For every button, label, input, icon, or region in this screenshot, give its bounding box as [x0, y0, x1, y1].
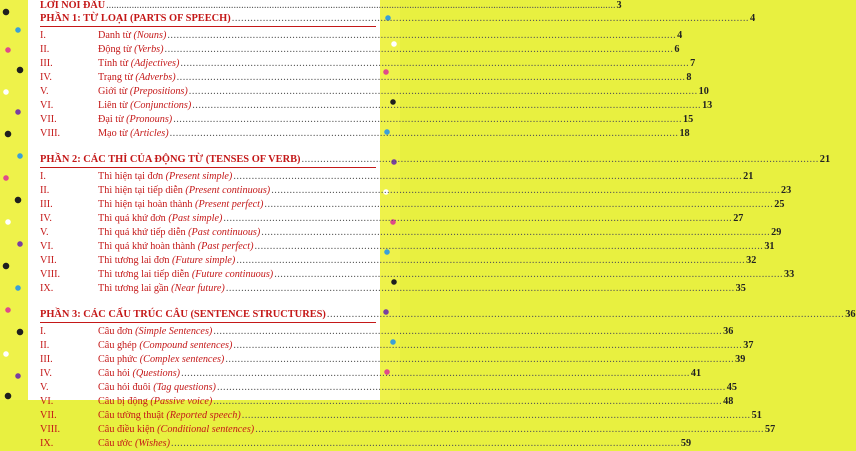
entry-title-en: (Passive voice): [150, 396, 213, 407]
entry-number: III.: [40, 354, 53, 365]
entry-number: III.: [40, 199, 53, 210]
toc-content: [40, 0, 856, 451]
entry-title-vn: Câu hỏi: [98, 368, 133, 379]
entry-number: IV.: [40, 213, 52, 224]
section-underline: [40, 322, 376, 323]
intro-page: 3: [616, 0, 622, 11]
entry-number: V.: [40, 382, 49, 393]
entry-title-en: (Articles): [130, 128, 169, 139]
dot-leader: [233, 339, 742, 353]
entry-page: 41: [690, 368, 702, 379]
entry-title-en: (Past continuous): [188, 227, 261, 238]
dot-leader: [225, 353, 734, 367]
section-title: PHẦN 2: CÁC THÌ CỦA ĐỘNG TỪ (TENSES OF VERB): [40, 154, 301, 165]
entry-title: [98, 226, 260, 240]
entry-page: 57: [765, 424, 776, 435]
toc-entry[interactable]: [40, 254, 757, 268]
dot-leader: [170, 127, 679, 141]
entry-page: 32: [746, 255, 757, 266]
entry-title-en: (Reported speech): [166, 410, 241, 421]
section-page: 21: [819, 154, 831, 165]
entry-page: 39: [735, 354, 746, 365]
dot-leader: [261, 226, 770, 240]
section-gap: [40, 141, 376, 153]
entry-number: VIII.: [40, 269, 61, 280]
entry-title: [98, 29, 166, 43]
entry-title-en: (Tag questions): [153, 382, 216, 393]
entry-title-vn: Giới từ: [98, 86, 130, 97]
entry-title: [98, 268, 273, 282]
entry-title-vn: Câu đơn: [98, 326, 136, 337]
toc-entry[interactable]: [40, 381, 737, 395]
entry-title-en: (Questions): [132, 368, 181, 379]
entry-title: [98, 367, 180, 381]
dot-leader: [217, 381, 726, 395]
entry-page: 23: [781, 185, 792, 196]
entry-title-en: (Complex sentences): [139, 354, 225, 365]
entry-title-vn: Liên từ: [98, 100, 131, 111]
entry-page: 36: [723, 326, 734, 337]
entry-title-vn: Tính từ: [98, 58, 131, 69]
entry-number: VI.: [40, 396, 54, 407]
entry-title-en: (Wishes): [134, 438, 171, 449]
section-heading[interactable]: [40, 153, 831, 167]
toc-entry[interactable]: [40, 367, 702, 381]
entry-page: 6: [674, 44, 680, 55]
dot-leader: [254, 240, 763, 254]
entry-title-en: (Simple Sentences): [135, 326, 213, 337]
entry-title: [98, 57, 179, 71]
section-title: PHẦN 3: CÁC CẤU TRÚC CÂU (SENTENCE STRUCTURES): [40, 309, 326, 320]
entry-number: VII.: [40, 410, 57, 421]
entry-page: 48: [723, 396, 734, 407]
toc-entry[interactable]: [40, 170, 754, 184]
entry-title-vn: Thì quá khứ tiếp diễn: [98, 227, 189, 238]
entry-title-vn: Trạng từ: [98, 72, 136, 83]
section-heading[interactable]: [40, 12, 756, 26]
section-title: PHẦN 1: TỪ LOẠI (PARTS OF SPEECH): [40, 13, 231, 24]
dot-leader: [327, 308, 844, 322]
entry-page: 31: [764, 241, 775, 252]
toc-entry[interactable]: [40, 409, 762, 423]
entry-title: [98, 99, 191, 113]
entry-title: [98, 127, 169, 141]
entry-title-en: (Pronouns): [126, 114, 173, 125]
entry-page: 35: [735, 283, 746, 294]
dot-leader: [181, 367, 690, 381]
entry-page: 59: [680, 438, 692, 449]
entry-title-en: (Nouns): [133, 30, 167, 41]
entry-number: II.: [40, 185, 50, 196]
entry-title: [98, 170, 232, 184]
entry-page: 21: [743, 171, 754, 182]
entry-page: 37: [743, 340, 754, 351]
section-heading[interactable]: [40, 308, 856, 322]
dot-leader: [236, 254, 745, 268]
entry-number: V.: [40, 86, 49, 97]
entry-title: [98, 85, 188, 99]
entry-title-vn: Động từ: [98, 44, 135, 55]
entry-page: 27: [733, 213, 744, 224]
entry-title-vn: Thì hiện tại tiếp diễn: [98, 185, 186, 196]
entry-title-en: (Adverbs): [135, 72, 176, 83]
toc-entry[interactable]: [40, 57, 696, 71]
toc-entry[interactable]: [40, 240, 775, 254]
entry-title-en: (Conjunctions): [130, 100, 192, 111]
entry-title: [98, 325, 212, 339]
toc-entry[interactable]: [40, 71, 692, 85]
entry-title: [98, 43, 164, 57]
entry-title-vn: Thì tương lai gần: [98, 283, 172, 294]
entry-title: [98, 381, 216, 395]
section-page: 4: [750, 13, 756, 24]
entry-page: 33: [784, 269, 795, 280]
entry-title: [98, 254, 235, 268]
entry-title-en: (Future continuous): [191, 269, 274, 280]
entry-title-vn: Thì quá khứ đơn: [98, 213, 169, 224]
entry-number: VII.: [40, 255, 57, 266]
intro-entry[interactable]: [40, 0, 622, 12]
polka-dot-border-left: [0, 0, 28, 400]
table-of-contents-page: [28, 0, 856, 449]
entry-number: I.: [40, 30, 46, 41]
entry-number: IX.: [40, 438, 54, 449]
entry-title-vn: Thì hiện tại hoàn thành: [98, 199, 196, 210]
dot-leader: [242, 409, 751, 423]
entry-title-en: (Past perfect): [197, 241, 254, 252]
entry-title: [98, 184, 270, 198]
dot-leader: [213, 325, 722, 339]
dot-leader: [271, 184, 780, 198]
entry-title-vn: Thì hiện tại đơn: [98, 171, 166, 182]
entry-title-en: (Conditional sentences): [157, 424, 255, 435]
entry-title: [98, 198, 263, 212]
toc-entry[interactable]: [40, 353, 746, 367]
toc-entry[interactable]: [40, 325, 734, 339]
entry-number: VIII.: [40, 128, 61, 139]
entry-title-vn: Câu ghép: [98, 340, 140, 351]
toc-entry[interactable]: [40, 198, 785, 212]
entry-page: 45: [726, 382, 737, 393]
entry-title: [98, 395, 212, 409]
entry-title-vn: Câu hỏi đuôi: [98, 382, 154, 393]
dot-leader: [226, 282, 735, 296]
entry-title: [98, 339, 232, 353]
entry-title-vn: Mạo từ: [98, 128, 131, 139]
dot-leader: [264, 198, 773, 212]
entry-title-en: (Past simple): [168, 213, 223, 224]
dot-leader: [255, 423, 764, 437]
toc-sections: [40, 12, 856, 451]
entry-number: I.: [40, 171, 46, 182]
dot-leader: [213, 395, 722, 409]
dot-leader: ........................................................................................................................................................................................................: [106, 0, 616, 11]
entry-title-vn: Thì tương lai tiếp diễn: [98, 269, 192, 280]
toc-entry[interactable]: [40, 395, 734, 409]
entry-number: I.: [40, 326, 46, 337]
dot-leader: [301, 153, 818, 167]
entry-title: [98, 71, 176, 85]
entry-title-vn: Câu tường thuật: [98, 410, 167, 421]
entry-number: VI.: [40, 100, 54, 111]
dot-leader: [165, 43, 674, 57]
entry-title: [98, 212, 222, 226]
entry-title: [98, 240, 253, 254]
dot-leader: [274, 268, 783, 282]
section-underline: [40, 26, 376, 27]
entry-title-vn: Câu ước: [98, 438, 135, 449]
section-page: 36: [845, 309, 856, 320]
entry-title: [98, 282, 225, 296]
intro-title: LỜI NÓI ĐẦU: [40, 0, 106, 11]
toc-entry[interactable]: [40, 43, 680, 57]
entry-number: III.: [40, 58, 53, 69]
toc-entry[interactable]: [40, 184, 792, 198]
entry-page: 10: [698, 86, 709, 97]
entry-title-en: (Present continuous): [185, 185, 271, 196]
dot-leader: [223, 212, 732, 226]
toc-entry[interactable]: [40, 268, 795, 282]
entry-page: 15: [683, 114, 694, 125]
entry-page: 51: [751, 410, 762, 421]
entry-title: [98, 437, 170, 451]
entry-title-en: (Prepositions): [129, 86, 188, 97]
entry-page: 29: [771, 227, 782, 238]
entry-page: 8: [686, 72, 692, 83]
entry-title-vn: Câu bị động: [98, 396, 151, 407]
dot-leader: [232, 12, 749, 26]
toc-entry[interactable]: [40, 423, 776, 437]
entry-title-en: (Compound sentences): [139, 340, 233, 351]
entry-number: VI.: [40, 241, 54, 252]
toc-entry[interactable]: [40, 99, 713, 113]
entry-page: 13: [702, 100, 713, 111]
entry-page: 7: [690, 58, 696, 69]
entry-title-vn: Thì tương lai đơn: [98, 255, 173, 266]
entry-number: VIII.: [40, 424, 61, 435]
entry-title-en: (Present perfect): [195, 199, 264, 210]
dot-leader: [189, 85, 698, 99]
dot-leader: [171, 437, 680, 451]
toc-entry[interactable]: [40, 226, 782, 240]
section-gap: [40, 296, 376, 308]
dot-leader: [167, 29, 676, 43]
entry-title-vn: Câu điều kiện: [98, 424, 158, 435]
entry-title: [98, 409, 241, 423]
dot-leader: [233, 170, 742, 184]
entry-title-vn: Đại từ: [98, 114, 127, 125]
entry-title-en: (Adjectives): [130, 58, 180, 69]
entry-title-en: (Future simple): [172, 255, 236, 266]
entry-number: IV.: [40, 72, 52, 83]
toc-entry[interactable]: [40, 437, 692, 451]
toc-entry[interactable]: [40, 85, 709, 99]
toc-entry[interactable]: [40, 127, 690, 141]
entry-page: 25: [774, 199, 785, 210]
entry-page: 4: [677, 30, 683, 41]
entry-number: IX.: [40, 283, 54, 294]
entry-page: 18: [679, 128, 690, 139]
dot-leader: [177, 71, 686, 85]
toc-entry[interactable]: [40, 282, 746, 296]
entry-title-en: (Verbs): [134, 44, 164, 55]
entry-number: II.: [40, 44, 50, 55]
dot-leader: [173, 113, 682, 127]
entry-title: [98, 423, 254, 437]
entry-title-vn: Câu phức: [98, 354, 140, 365]
toc-entry[interactable]: [40, 212, 744, 226]
entry-number: IV.: [40, 368, 52, 379]
entry-number: VII.: [40, 114, 57, 125]
section-underline: [40, 167, 376, 168]
entry-title-en: (Near future): [171, 283, 225, 294]
toc-entry[interactable]: [40, 29, 683, 43]
toc-entry[interactable]: [40, 113, 694, 127]
entry-title: [98, 113, 172, 127]
entry-title-vn: Thì quá khứ hoàn thành: [98, 241, 198, 252]
entry-number: II.: [40, 340, 50, 351]
entry-title-vn: Danh từ: [98, 30, 134, 41]
dot-leader: [180, 57, 689, 71]
entry-title: [98, 353, 224, 367]
entry-title-en: (Present simple): [165, 171, 233, 182]
entry-number: V.: [40, 227, 49, 238]
dot-leader: [192, 99, 701, 113]
toc-entry[interactable]: [40, 339, 754, 353]
